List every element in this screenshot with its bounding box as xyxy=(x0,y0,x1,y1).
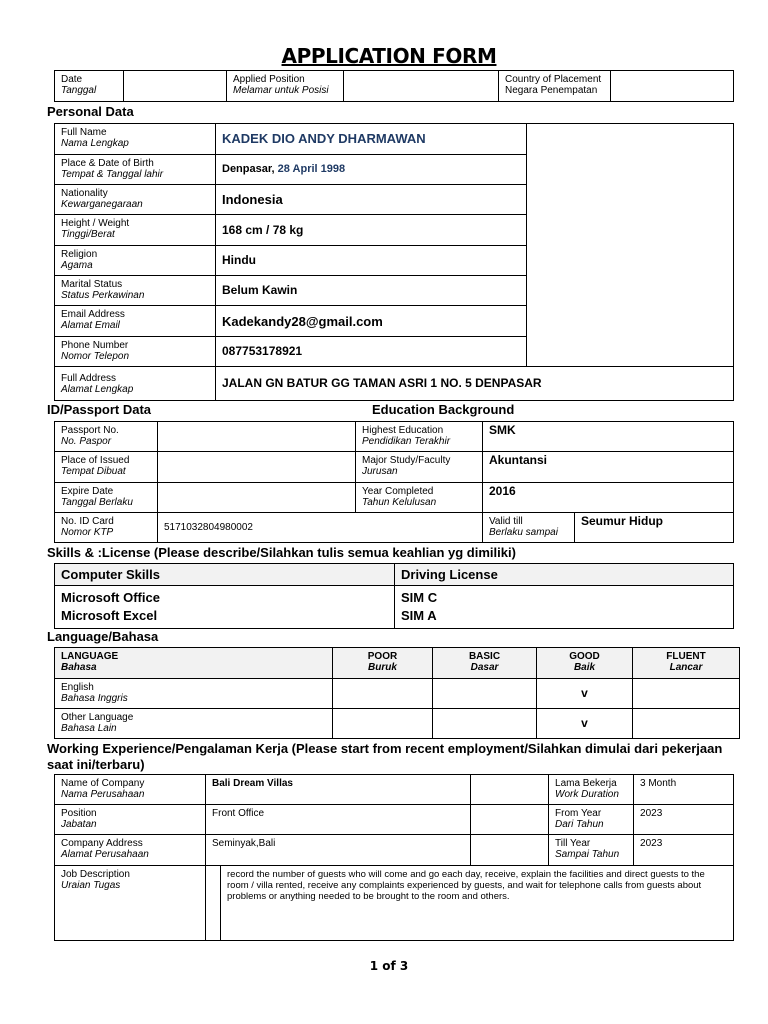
applied-position-value[interactable] xyxy=(344,71,499,102)
language-row-english: English Bahasa Inggris xyxy=(55,679,333,709)
full-name-label: Full Name Nama Lengkap xyxy=(55,124,216,155)
valid-till-label: Valid till Berlaku sampai xyxy=(483,513,575,543)
email-value[interactable]: Kadekandy28@gmail.com xyxy=(216,306,527,337)
driving-license-header: Driving License xyxy=(395,564,734,586)
language-col-header: LANGUAGE Bahasa xyxy=(55,648,333,679)
passport-value[interactable] xyxy=(158,422,356,452)
address-value[interactable]: JALAN GN BATUR GG TAMAN ASRI 1 NO. 5 DENPASAR xyxy=(216,367,734,401)
fluent-col-header: FLUENT Lancar xyxy=(633,648,740,679)
job-description-value[interactable]: record the number of guests who will come and go each day, receive, explain the facilities and direct guests to the room / villa rented, receive any complaints experienced by guests, and wait for telephone calls from guests about problems or anything needed to be brought to the room and others. xyxy=(221,866,734,941)
ktp-value[interactable]: 5171032804980002 xyxy=(158,513,483,543)
phone-value[interactable]: 087753178921 xyxy=(216,337,527,367)
major-label: Major Study/Faculty Jurusan xyxy=(356,452,483,483)
country-label: Country of Placement Negara Penempatan xyxy=(499,71,611,102)
from-year-label: From Year Dari Tahun xyxy=(549,805,634,835)
religion-label: Religion Agama xyxy=(55,246,216,276)
page-title: APPLICATION FORM xyxy=(281,44,497,68)
work-experience-heading: Working Experience/Pengalaman Kerja (Please start from recent employment/Silahkan dimulai dari pekerjaan saat ini/terbaru) xyxy=(47,741,723,772)
till-year-value[interactable]: 2023 xyxy=(634,835,734,866)
height-weight-value[interactable]: 168 cm / 78 kg xyxy=(216,215,527,246)
birth-label: Place & Date of Birth Tempat & Tanggal lahir xyxy=(55,155,216,185)
id-education-table xyxy=(54,421,734,543)
email-label: Email Address Alamat Email xyxy=(55,306,216,337)
address-label: Full Address Alamat Lengkap xyxy=(55,367,216,401)
company-name-label: Name of Company Nama Perusahaan xyxy=(55,775,206,805)
language-heading: Language/Bahasa xyxy=(47,629,159,644)
nationality-value[interactable]: Indonesia xyxy=(216,185,527,215)
passport-label: Passport No. No. Paspor xyxy=(55,422,158,452)
header-table xyxy=(54,70,734,102)
language-row-other: Other Language Bahasa Lain xyxy=(55,709,333,739)
photo-box xyxy=(527,124,734,367)
nationality-label: Nationality Kewarganegaraan xyxy=(55,185,216,215)
date-label: Date Tanggal xyxy=(55,71,124,102)
other-fluent-cell[interactable] xyxy=(633,709,740,739)
page-number: 1 of 3 xyxy=(369,959,409,973)
driving-license-value[interactable] xyxy=(395,586,734,629)
english-good-cell[interactable]: v xyxy=(537,679,633,709)
expire-value[interactable] xyxy=(158,483,356,513)
computer-skills-header: Computer Skills xyxy=(55,564,395,586)
computer-skills-value[interactable] xyxy=(55,586,395,629)
english-poor-cell[interactable] xyxy=(333,679,433,709)
valid-till-value[interactable]: Seumur Hidup xyxy=(575,513,734,543)
good-col-header: GOOD Baik xyxy=(537,648,633,679)
skills-heading: Skills & :License (Please describe/Silahkan tulis semua keahlian yg dimiliki) xyxy=(47,545,516,560)
basic-col-header: BASIC Dasar xyxy=(433,648,537,679)
applied-position-label: Applied Position Melamar untuk Posisi xyxy=(227,71,344,102)
religion-value[interactable]: Hindu xyxy=(216,246,527,276)
duration-label: Lama Bekerja Work Duration xyxy=(549,775,634,805)
year-completed-value[interactable]: 2016 xyxy=(483,483,734,513)
till-year-label: Till Year Sampai Tahun xyxy=(549,835,634,866)
company-name-extra xyxy=(471,775,549,805)
position-value[interactable]: Front Office xyxy=(206,805,471,835)
country-value[interactable] xyxy=(611,71,734,102)
ktp-label: No. ID Card Nomor KTP xyxy=(55,513,158,543)
job-description-label: Job Description Uraian Tugas xyxy=(55,866,206,941)
highest-education-value[interactable]: SMK xyxy=(483,422,734,452)
computer-skill-item: Microsoft Excel xyxy=(61,608,158,623)
birth-value[interactable]: Denpasar, 28 April 1998 xyxy=(216,155,527,185)
issued-label: Place of Issued Tempat Dibuat xyxy=(55,452,158,483)
marital-status-value[interactable]: Belum Kawin xyxy=(216,276,527,306)
company-name-value[interactable]: Bali Dream Villas xyxy=(206,775,471,805)
highest-education-label: Highest Education Pendidikan Terakhir xyxy=(356,422,483,452)
work-experience-table xyxy=(54,774,734,941)
other-good-cell[interactable]: v xyxy=(537,709,633,739)
from-year-value[interactable]: 2023 xyxy=(634,805,734,835)
personal-data-heading: Personal Data xyxy=(47,104,134,119)
license-item: SIM C xyxy=(401,590,438,605)
date-value[interactable] xyxy=(124,71,227,102)
poor-col-header: POOR Buruk xyxy=(333,648,433,679)
id-passport-heading: ID/Passport Data xyxy=(47,402,152,417)
expire-label: Expire Date Tanggal Berlaku xyxy=(55,483,158,513)
job-description-spacer xyxy=(206,866,221,941)
company-address-value[interactable]: Seminyak,Bali xyxy=(206,835,471,866)
major-value[interactable]: Akuntansi xyxy=(483,452,734,483)
other-poor-cell[interactable] xyxy=(333,709,433,739)
english-basic-cell[interactable] xyxy=(433,679,537,709)
skills-table xyxy=(54,563,734,629)
position-extra xyxy=(471,805,549,835)
english-fluent-cell[interactable] xyxy=(633,679,740,709)
education-heading: Education Background xyxy=(372,402,515,417)
personal-data-table xyxy=(54,123,734,401)
license-item: SIM A xyxy=(401,608,437,623)
address-extra xyxy=(471,835,549,866)
issued-value[interactable] xyxy=(158,452,356,483)
company-address-label: Company Address Alamat Perusahaan xyxy=(55,835,206,866)
height-weight-label: Height / Weight Tinggi/Berat xyxy=(55,215,216,246)
full-name-value[interactable]: KADEK DIO ANDY DHARMAWAN xyxy=(216,124,527,155)
year-completed-label: Year Completed Tahun Kelulusan xyxy=(356,483,483,513)
language-table xyxy=(54,647,740,739)
duration-value[interactable]: 3 Month xyxy=(634,775,734,805)
computer-skill-item: Microsoft Office xyxy=(61,590,160,605)
phone-label: Phone Number Nomor Telepon xyxy=(55,337,216,367)
marital-status-label: Marital Status Status Perkawinan xyxy=(55,276,216,306)
position-label: Position Jabatan xyxy=(55,805,206,835)
other-basic-cell[interactable] xyxy=(433,709,537,739)
